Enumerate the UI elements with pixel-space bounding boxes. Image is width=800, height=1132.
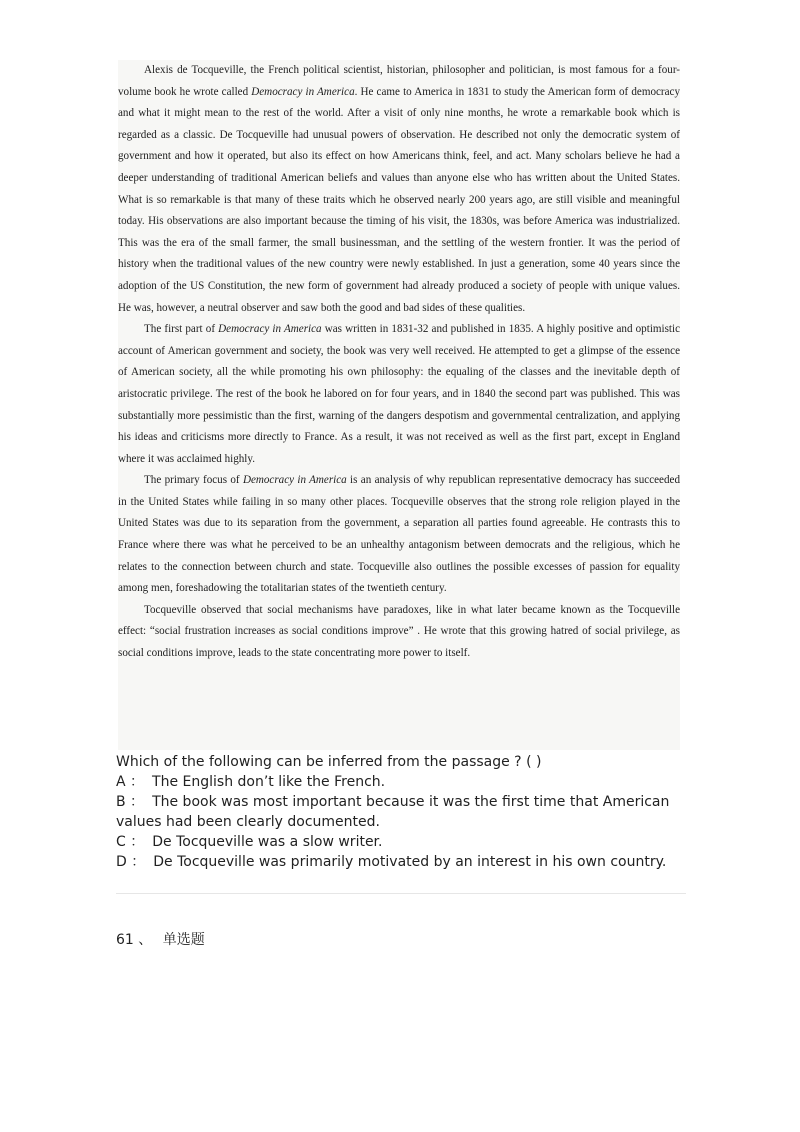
question-number: 61 、 (116, 932, 153, 948)
answer-option-c[interactable] (116, 832, 688, 852)
passage-paragraph-4: Tocqueville observed that social mechanisms have paradoxes, like in what later became known as the Tocqueville effect: “social frustration increases as social conditions improve” . He wrote that this growing hatred of social privilege, as social conditions improve, leads to the state concentrating more power to itself. (118, 603, 680, 660)
option-key: D ： (116, 854, 146, 870)
option-key: B ： (116, 794, 145, 810)
option-key: A ： (116, 774, 145, 790)
passage-paragraph-2: The first part of Democracy in America was written in 1831-32 and published in 1835. A highly positive and optimistic account of American government and society, the book was very well received. He attempted to get a glimpse of the essence of American society, all the while promoting his own philosophy: the equaling of the classes and the inevitable depth of aristocratic privilege. The rest of the book he labored on for four years, and in 1840 the second part was published. This was substantially more pessimistic than the first, warning of the dangers despotism and governmental centralization, and applying his ideas and criticisms more directly to France. As a result, it was not received as well as the first part, except in England where it was acclaimed highly. (118, 323, 681, 465)
reading-passage (118, 60, 680, 750)
passage-paragraph-3: The primary focus of Democracy in America is an analysis of why republican representative democracy has succeeded in the United States while failing in so many other places. Tocqueville observes that the strong role religion played in the United States was due to its separation from the government, a separation all parties found agreeable. He contrasts this to France where there was what he perceived to be an unhealthy antagonism between democrats and the religious, which he relates to the connection between church and state. Tocqueville also outlines the possible excesses of passion for equality among men, foreshadowing the totalitarian states of the twentieth century. (118, 474, 680, 595)
book-title: Democracy in America (218, 323, 322, 336)
section-divider (116, 893, 686, 894)
answer-option-d[interactable] (116, 852, 688, 872)
question-block (116, 752, 688, 872)
answer-option-b[interactable] (116, 792, 688, 832)
book-title: Democracy in America (242, 474, 347, 487)
option-text: De Tocqueville was a slow writer. (152, 834, 383, 850)
option-text: The English don’t like the French. (152, 774, 386, 790)
option-text: The book was most important because it was the first time that American values had been clearly documented. (116, 794, 670, 830)
answer-option-a[interactable] (116, 772, 688, 792)
passage-paragraph-1: Alexis de Tocqueville, the French political scientist, historian, philosopher and politician, is most famous for a four-volume book he wrote called Democracy in America. He came to America in 1831 to study the American form of democracy and what it might mean to the rest of the world. After a visit of only nine months, he wrote a remarkable book which is regarded as a classic. De Tocqueville had unusual powers of observation. He described not only the democratic system of government and how it operated, but also its effect on how Americans think, feel, and act. Many scholars believe he had a deeper understanding of traditional American beliefs and values than anyone else who has written about the United States. What is so remarkable is that many of these traits which he observed nearly 200 years ago, are still visible and meaningful today. His observations are also important because the timing of his visit, the 1830s, was before America was industrialized. This was the era of the small farmer, the small businessman, and the settling of the western frontier. It was the period of history when the traditional values of the new country were newly established. In just a generation, some 40 years since the adoption of the US Constitution, the new form of government had already produced a society of people with unique values. He was, however, a neutral observer and saw both the good and bad sides of these qualities. (118, 64, 681, 314)
next-question-header (116, 929, 205, 949)
option-key: C ： (116, 834, 145, 850)
question-type: 单选题 (162, 932, 205, 948)
book-title: Democracy in America (251, 85, 355, 98)
question-stem: Which of the following can be inferred from the passage ? ( ) (116, 754, 542, 770)
option-text: De Tocqueville was primarily motivated by an interest in his own country. (153, 854, 667, 870)
